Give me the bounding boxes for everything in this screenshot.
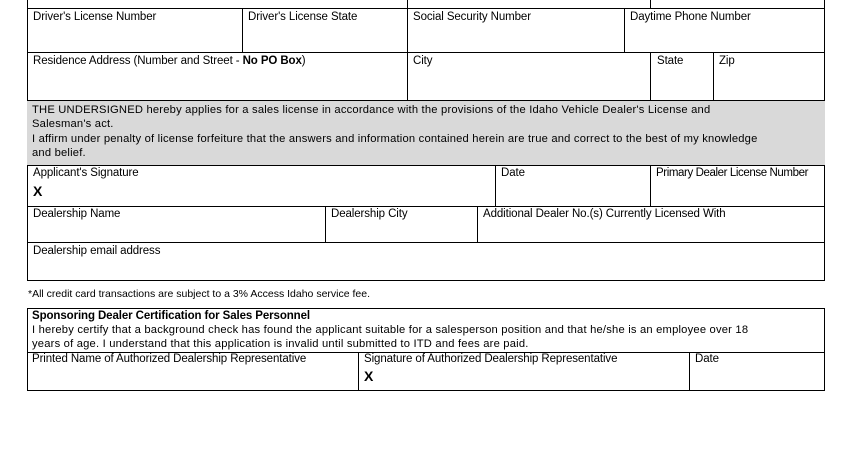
additional-dealer-label: Additional Dealer No.(s) Currently Licensed With [483, 208, 726, 220]
primary-dealer-license-field[interactable] [651, 182, 824, 206]
state-cell [650, 52, 714, 101]
daytime-phone-label: Daytime Phone Number [630, 11, 751, 23]
city-field[interactable] [408, 71, 650, 100]
sponsor-title: Sponsoring Dealer Certification for Sales Personnel [32, 310, 310, 322]
sponsor-text-line-1: I hereby certify that a background check has found the applicant suitable for a salesperson position and that he/she is an employee over 18 [32, 324, 749, 336]
sponsor-text-line-2: years of age. I understand that this application is invalid until submitted to ITD and fees are paid. [32, 338, 529, 350]
residence-address-label [33, 55, 306, 68]
date-cell [495, 165, 651, 207]
sponsor-title-underline-cell [27, 308, 358, 310]
dealership-email-label: Dealership email address [33, 245, 161, 257]
drivers-license-state-field[interactable] [243, 26, 407, 52]
representative-signature-cell [358, 352, 690, 391]
residence-address-no-po-box: No PO Box [242, 55, 302, 67]
dealership-city-field[interactable] [326, 222, 477, 242]
representative-signature-x-mark: X [364, 368, 374, 384]
drivers-license-state-cell [242, 8, 408, 53]
daytime-phone-cell [624, 8, 825, 53]
drivers-license-number-field[interactable] [28, 26, 242, 52]
city-label: City [413, 55, 433, 67]
sponsor-date-cell [689, 352, 825, 391]
dealership-name-cell [27, 206, 326, 243]
applicant-signature-label: Applicant's Signature [33, 167, 139, 179]
residence-address-prefix: Residence Address (Number and Street - [33, 55, 243, 67]
daytime-phone-field[interactable] [625, 26, 824, 52]
zip-cell [713, 52, 825, 101]
date-label: Date [501, 167, 525, 179]
fee-note: *All credit card transactions are subject to a 3% Access Idaho service fee. [28, 288, 371, 300]
applicant-signature-cell [27, 165, 496, 207]
drivers-license-state-label: Driver's License State [248, 11, 358, 23]
primary-dealer-license-cell [650, 165, 825, 207]
statement-line-3: I affirm under penalty of license forfeiture that the answers and information contained herein are true and correct to the best of my knowledge [32, 133, 758, 145]
city-cell [407, 52, 651, 101]
residence-address-field[interactable] [28, 71, 407, 100]
zip-label: Zip [719, 55, 735, 67]
dealership-city-cell [325, 206, 478, 243]
applicant-signature-field[interactable] [48, 182, 488, 204]
residence-address-suffix: ) [301, 55, 306, 67]
representative-signature-label: Signature of Authorized Dealership Representative [364, 353, 618, 365]
representative-signature-field[interactable] [379, 368, 684, 390]
sponsor-date-field[interactable] [690, 368, 824, 390]
ssn-label: Social Security Number [413, 11, 531, 23]
statement-line-1: THE UNDERSIGNED hereby applies for a sales license in accordance with the provisions of the Idaho Vehicle Dealer's License and [32, 104, 711, 116]
dealership-name-label: Dealership Name [33, 208, 121, 220]
dealership-email-cell [27, 242, 825, 281]
date-field[interactable] [496, 182, 650, 206]
statement-line-4: and belief. [32, 147, 86, 159]
statement-block [27, 101, 825, 165]
ssn-cell [407, 8, 625, 53]
additional-dealer-field[interactable] [478, 222, 824, 242]
statement-line-2: Salesman's act. [32, 118, 114, 130]
printed-name-field[interactable] [28, 368, 358, 390]
drivers-license-number-cell [27, 8, 243, 53]
additional-dealer-cell [477, 206, 825, 243]
sponsor-date-label: Date [695, 353, 719, 365]
ssn-field[interactable] [408, 26, 624, 52]
drivers-license-number-label: Driver's License Number [33, 11, 157, 23]
dealership-city-label: Dealership City [331, 208, 408, 220]
printed-name-label: Printed Name of Authorized Dealership Representative [32, 353, 307, 365]
dealership-email-field[interactable] [28, 260, 824, 280]
state-field[interactable] [651, 71, 713, 100]
residence-address-cell [27, 52, 408, 101]
state-label: State [657, 55, 684, 67]
dealership-name-field[interactable] [28, 222, 325, 242]
applicant-signature-x-mark: X [33, 183, 43, 199]
primary-dealer-license-label: Primary Dealer License Number [656, 167, 809, 179]
sponsor-certification-block [27, 308, 825, 353]
printed-name-cell [27, 352, 359, 391]
zip-field[interactable] [714, 71, 824, 100]
